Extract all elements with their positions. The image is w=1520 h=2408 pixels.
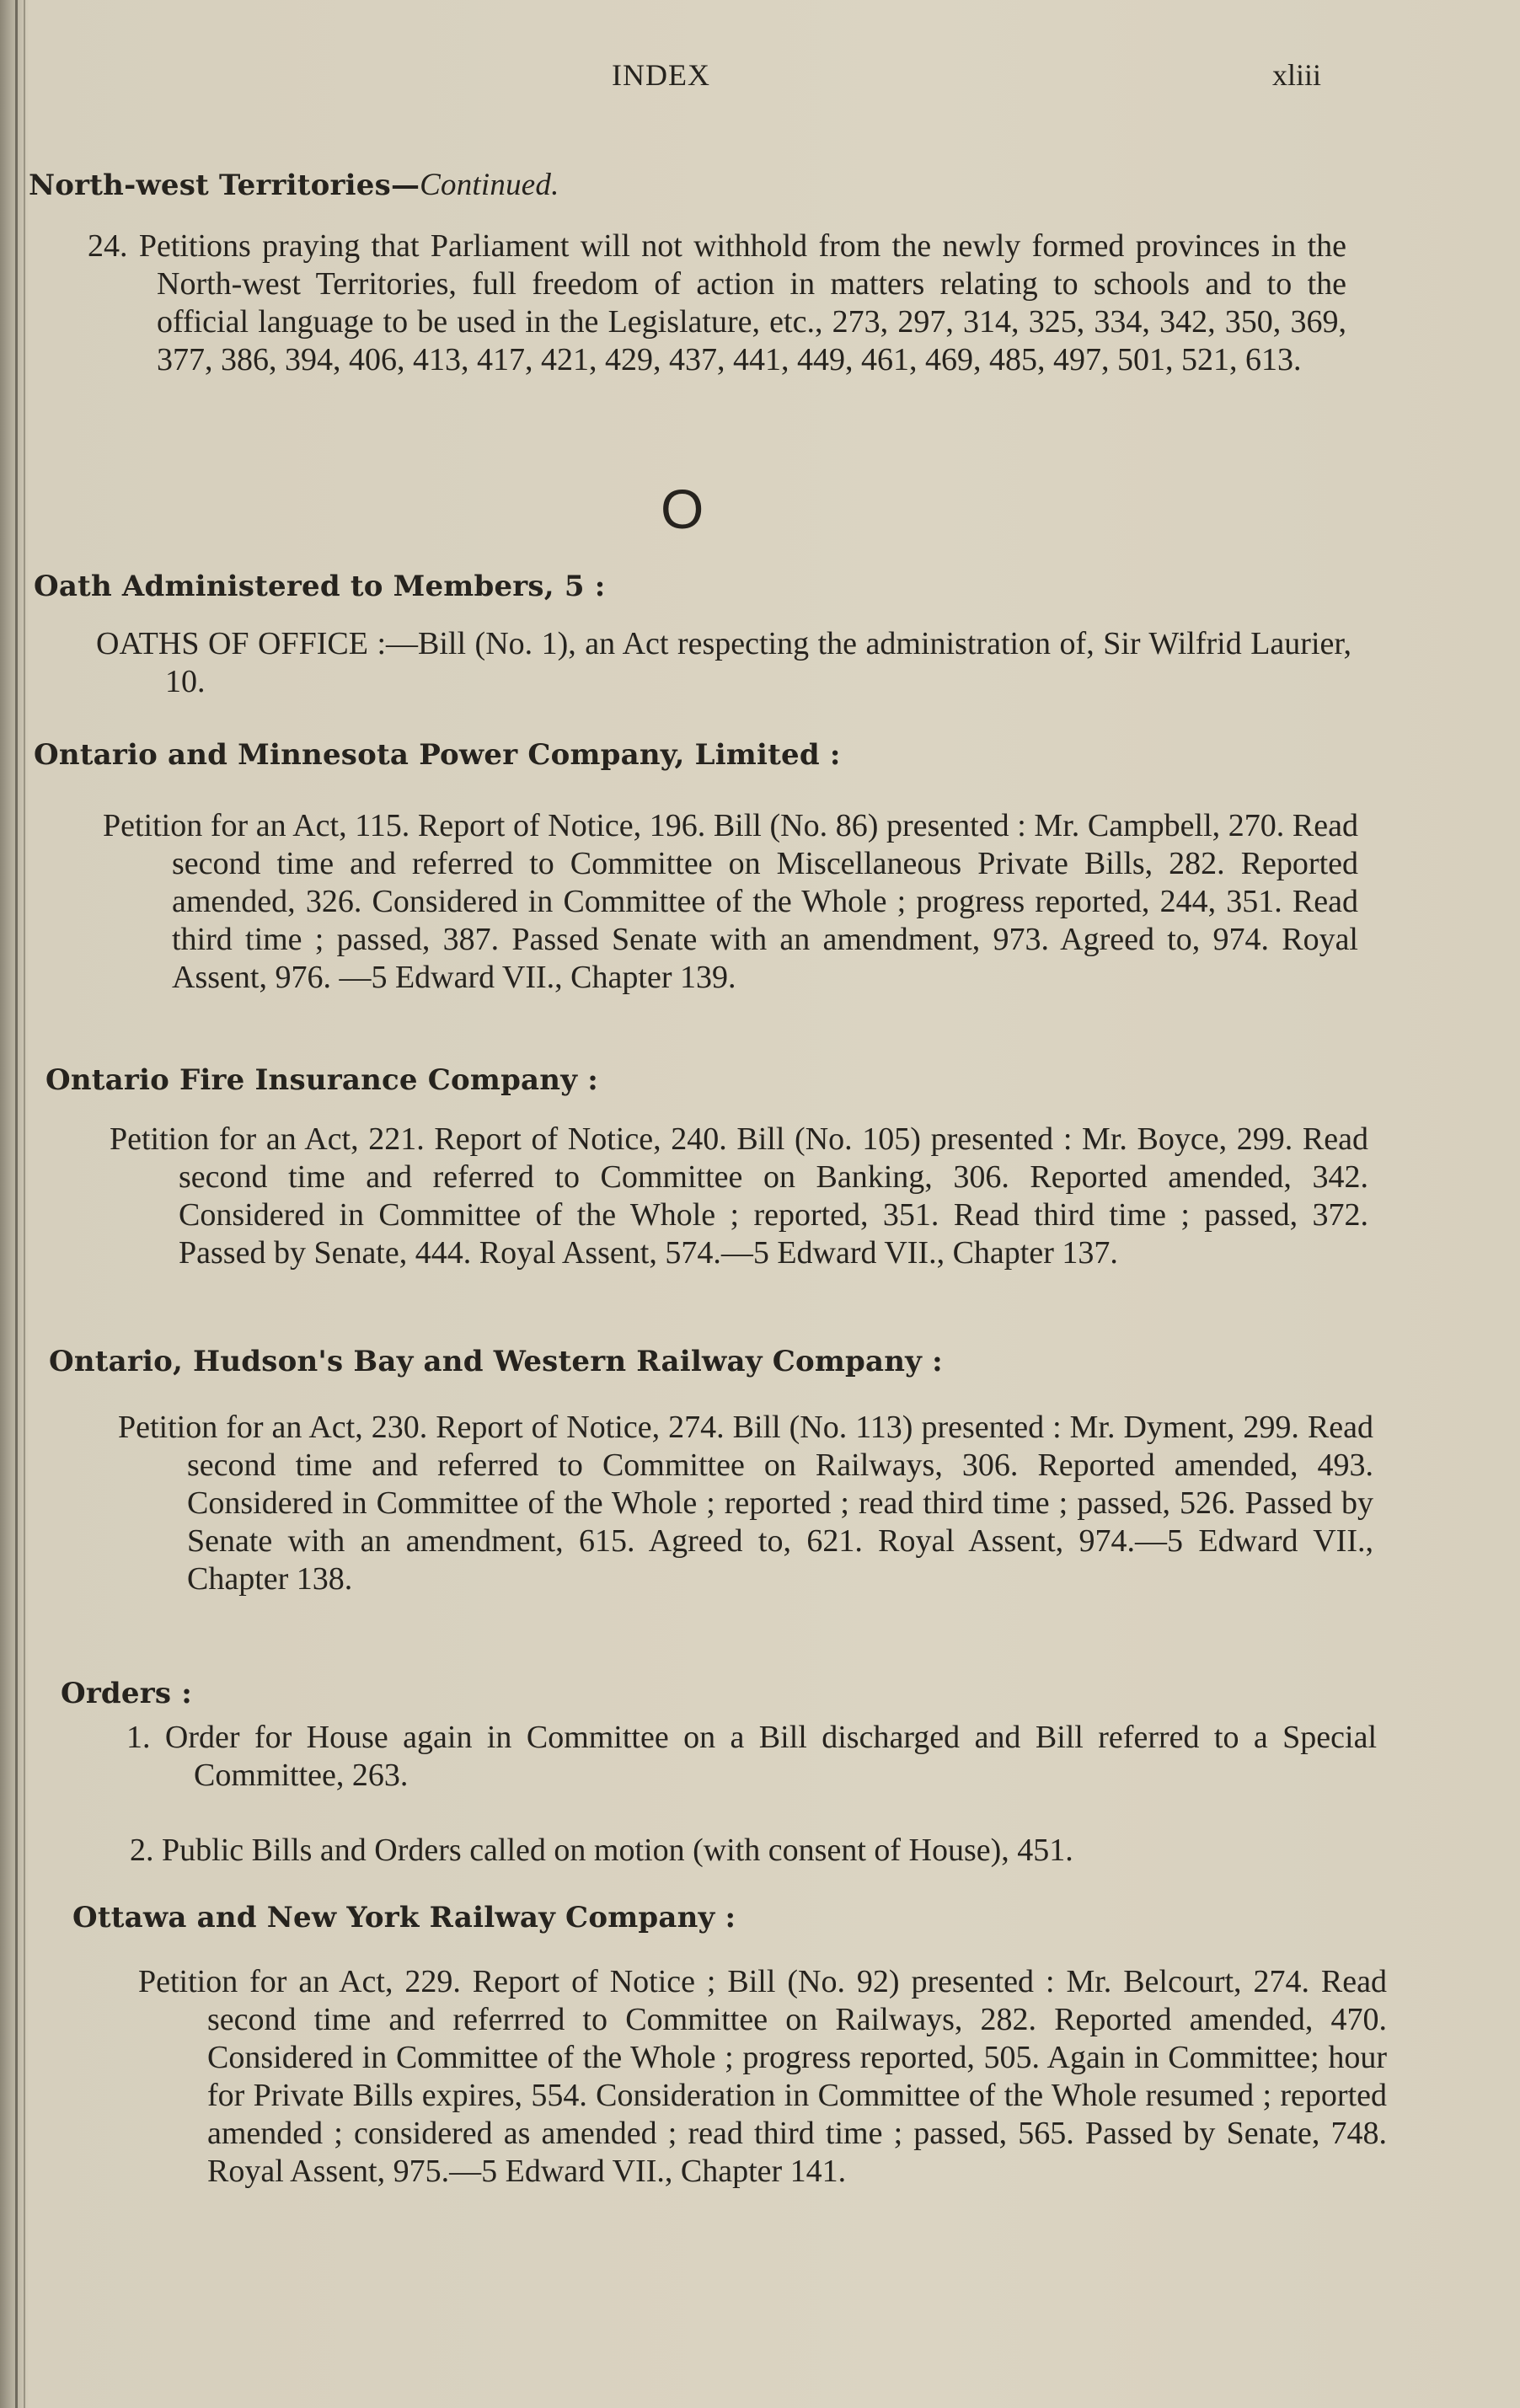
continued-label: Continued. bbox=[420, 168, 559, 202]
entry-ontario-hudsons-bay: Petition for an Act, 230. Report of Notice, 274. Bill (No. 113) presented : Mr. Dyment, 299. Read second time and referred to Committee on Railways, 306. Reported amended, 493. Considered in Committee of the Whole ; reported ; read third time ; passed, 526. Passed by Senate with an amendment, 615. Agreed to, 621. Royal Assent, 974.—5 Edward VII., Chapter 138. bbox=[118, 1410, 1373, 1597]
entry-ontario-minnesota: Petition for an Act, 115. Report of Notice, 196. Bill (No. 86) presented : Mr. Campbell, 270. Read second time and referred to Committee on Miscellaneous Private Bills, 282. Reported amended, 326. Considered in Committee of the Whole ; progress reported, 244, 351. Read third time ; passed, 387. Passed Senate with an amendment, 973. Agreed to, 974. Royal Assent, 976. —5 Edward VII., Chapter 139. bbox=[103, 808, 1358, 995]
binding-edge-inner bbox=[24, 0, 25, 2408]
entry-oaths-of-office: OATHS OF OFFICE :—Bill (No. 1), an Act respecting the administration of, Sir Wilfrid Laurier, 10. bbox=[96, 626, 1351, 699]
entry-ontario-fire-insurance: Petition for an Act, 221. Report of Notice, 240. Bill (No. 105) presented : Mr. Boyce, 299. Read second time and referred to Committee on Banking, 306. Reported amended, 342. Considered in Committee of the Whole ; reported, 351. Read third time ; passed, 372. Passed by Senate, 444. Royal Assent, 574.—5 Edward VII., Chapter 137. bbox=[110, 1121, 1368, 1271]
page-title: INDEX bbox=[612, 58, 710, 92]
binding-edge bbox=[15, 0, 18, 2408]
orders-item-1: 1. Order for House again in Committee on a Bill discharged and Bill referred to a Special Committee, 263. bbox=[126, 1720, 1377, 1793]
heading-north-west-territories bbox=[29, 167, 559, 203]
heading-ontario-fire-insurance: Ontario Fire Insurance Company : bbox=[45, 1063, 598, 1097]
heading-orders: Orders : bbox=[61, 1677, 192, 1710]
page-number: xliii bbox=[1272, 58, 1322, 92]
orders-item-2: 2. Public Bills and Orders called on motion (with consent of House), 451. bbox=[130, 1833, 1073, 1868]
entry-ottawa-new-york: Petition for an Act, 229. Report of Notice ; Bill (No. 92) presented : Mr. Belcourt, 274. Read second time and referrred to Committee on Railways, 282. Reported amended, 470. Considered in Committee of the Whole ; progress reported, 505. Again in Committee; hour for Private Bills expires, 554. Consideration in Committee of the Whole resumed ; reported amended ; considered as amended ; read third time ; passed, 565. Passed by Senate, 748. Royal Assent, 975.—5 Edward VII., Chapter 141. bbox=[138, 1964, 1387, 2189]
heading-ontario-minnesota: Ontario and Minnesota Power Company, Limited : bbox=[34, 738, 841, 772]
running-head bbox=[0, 57, 1520, 108]
heading-oath-administered: Oath Administered to Members, 5 : bbox=[34, 570, 606, 603]
section-letter: O bbox=[661, 478, 704, 540]
heading-ontario-hudsons-bay: Ontario, Hudson's Bay and Western Railway Company : bbox=[49, 1345, 943, 1378]
entry-petitions-schools: 24. Petitions praying that Parliament will not withhold from the newly formed provinces in the North-west Territories, full freedom of action in matters relating to schools and to the official language to be used in the Legislature, etc., 273, 297, 314, 325, 334, 342, 350, 369, 377, 386, 394, 406, 413, 417, 421, 429, 437, 441, 449, 461, 469, 485, 497, 501, 521, 613. bbox=[88, 228, 1346, 377]
heading-ottawa-new-york: Ottawa and New York Railway Company : bbox=[72, 1901, 736, 1934]
heading-text: North-west Territories— bbox=[29, 169, 420, 202]
